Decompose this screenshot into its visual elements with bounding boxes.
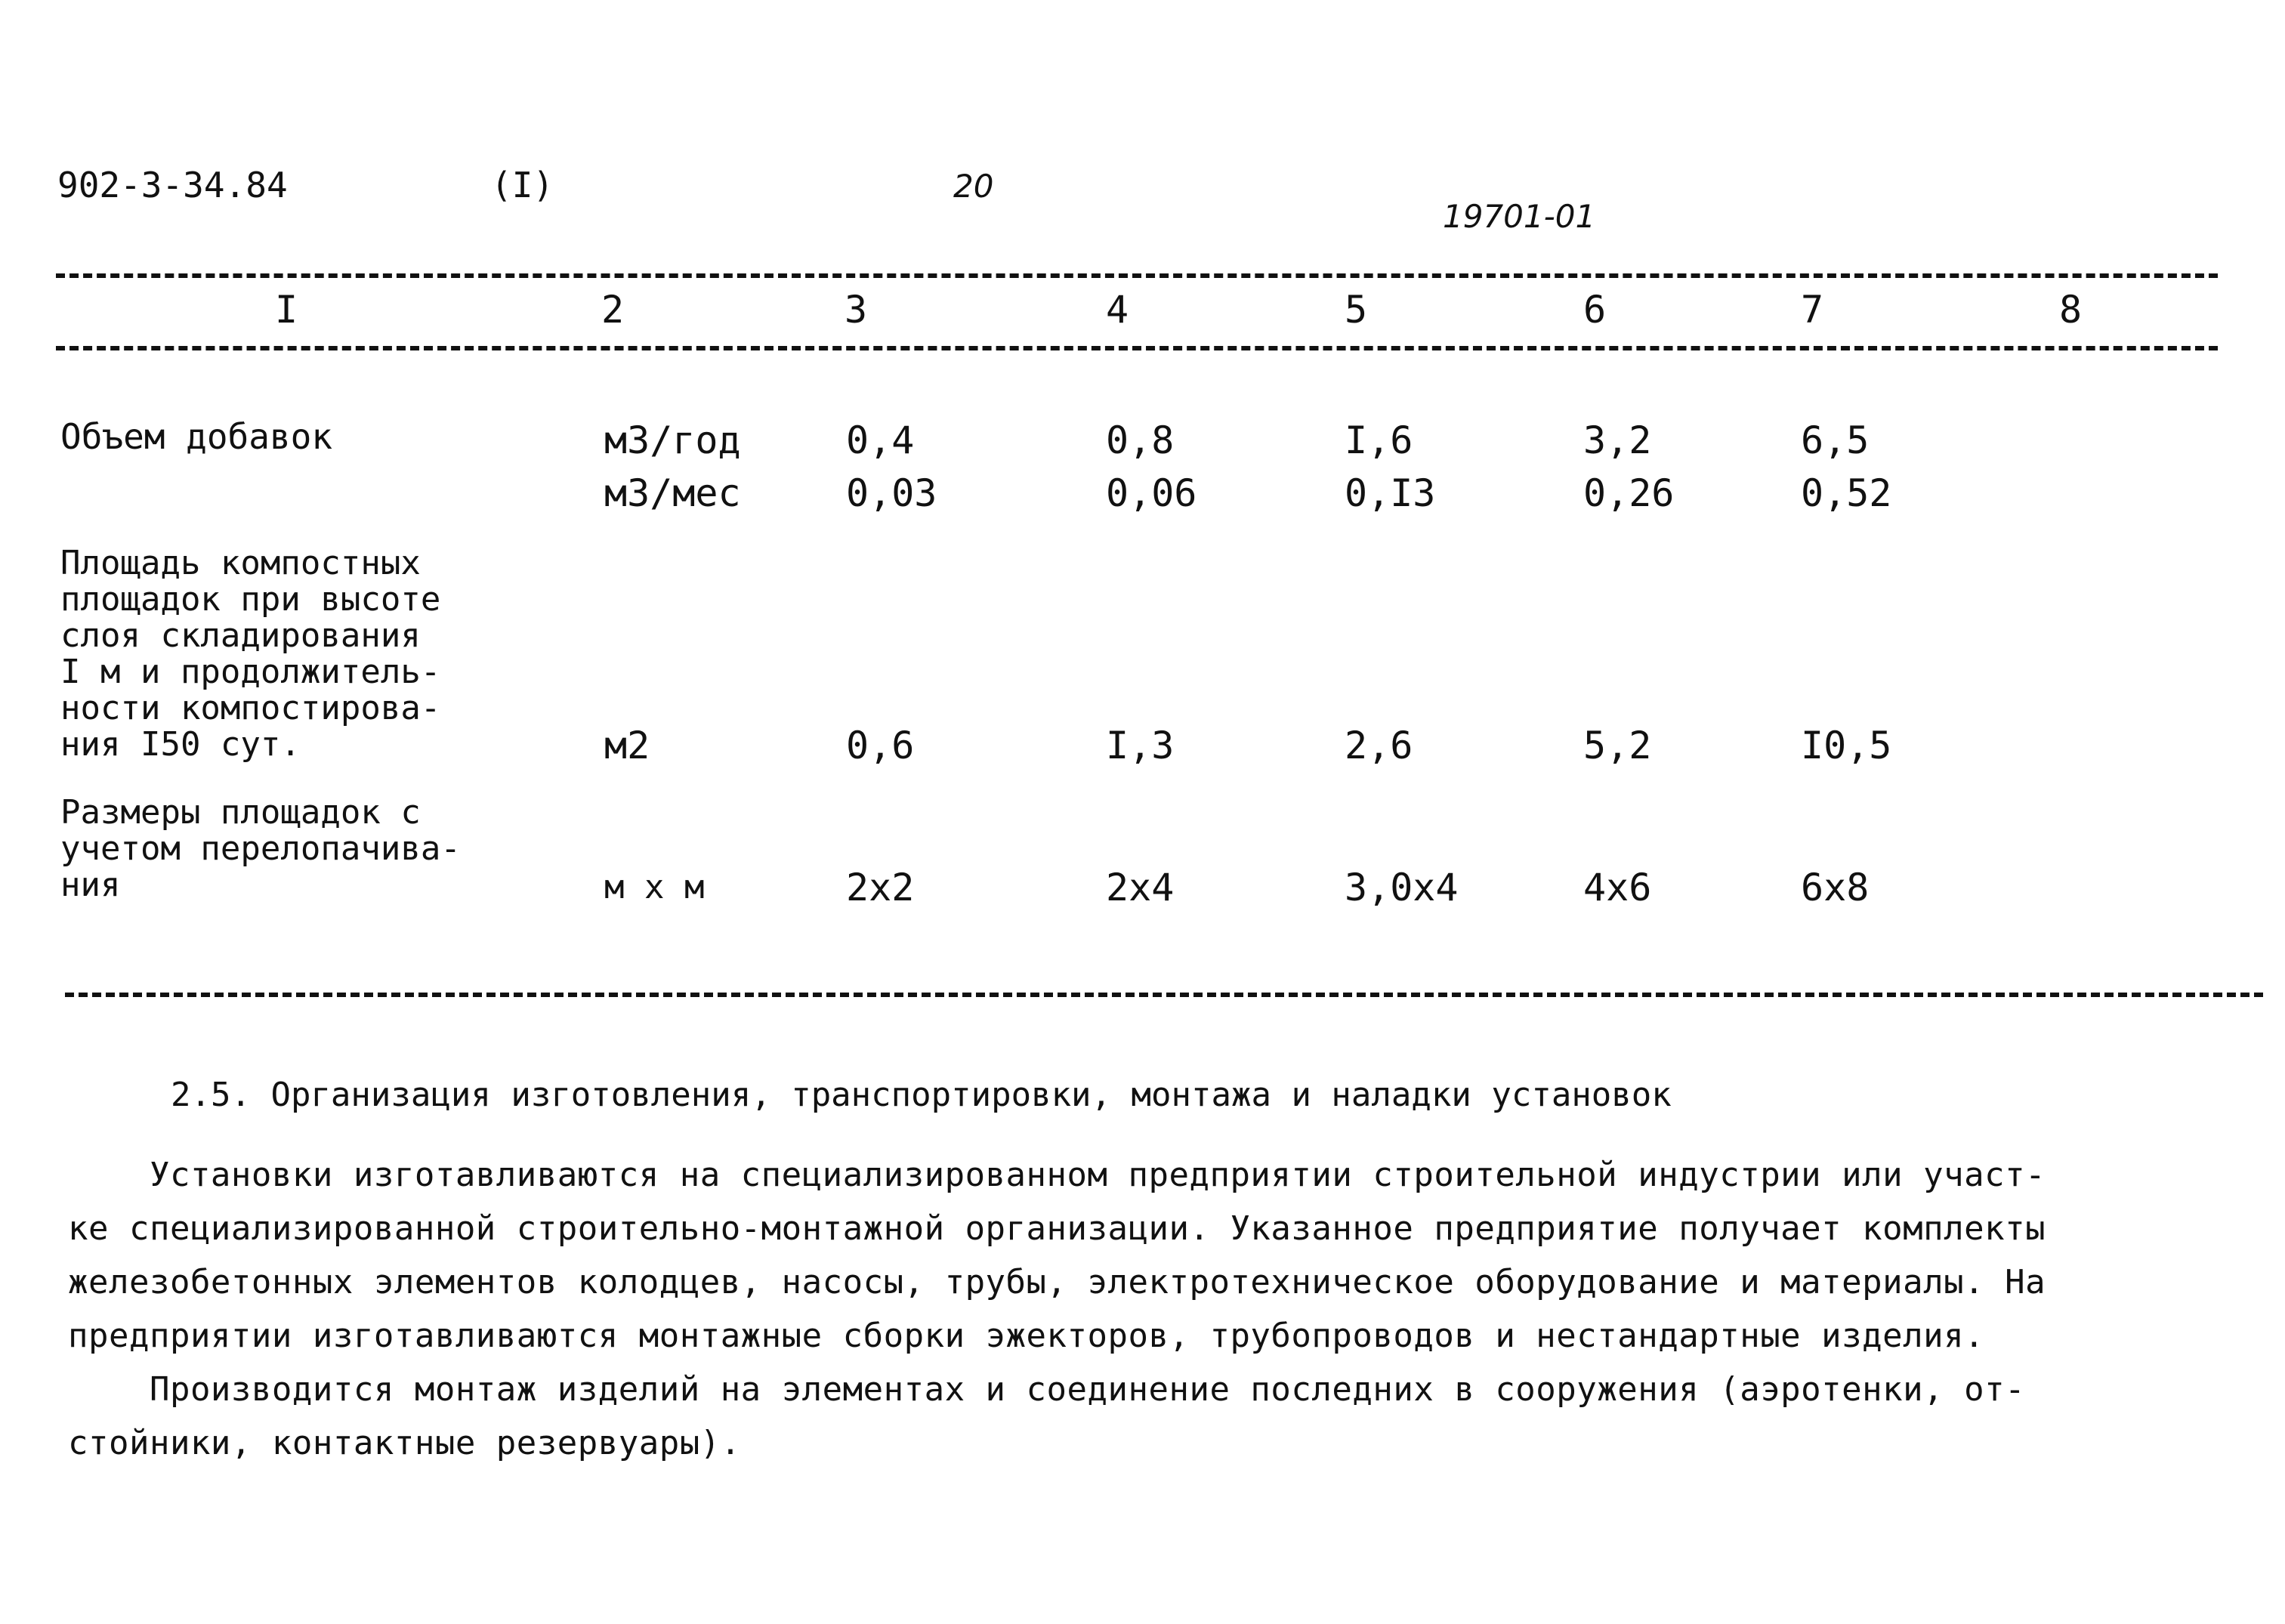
value-cell: I,6	[1345, 418, 1413, 462]
table-bottom-rule	[65, 993, 2263, 997]
column-number-4: 4	[1106, 288, 1129, 332]
value-cell: 3,2	[1583, 418, 1652, 462]
label-line: Размеры площадок с	[60, 793, 421, 832]
value-cell: 2,6	[1345, 724, 1413, 767]
value-cell: 6,5	[1801, 418, 1870, 462]
paragraph-line: предприятии изготавливаются монтажные сборки эжекторов, трубопроводов и нестандартные изделия.	[68, 1317, 1985, 1355]
value-cell: 6x8	[1801, 866, 1870, 909]
value-cell: 0,06	[1106, 471, 1197, 515]
paragraph-line: Установки изготавливаются на специализированном предприятии строительной индустрии или участ-	[68, 1156, 2046, 1194]
label-line: площадок при высоте	[60, 580, 441, 619]
value-cell: 5,2	[1583, 724, 1652, 767]
page-number: 20	[953, 168, 994, 205]
value-cell: 0,26	[1583, 471, 1675, 515]
label-line: ния	[60, 866, 121, 904]
section-heading: 2.5. Организация изготовления, транспортировки, монтажа и наладки установок	[171, 1076, 1672, 1114]
column-number-2: 2	[601, 288, 625, 332]
inventory-number: 19701-01	[1443, 198, 1596, 235]
label-line: I м и продолжитель-	[60, 653, 441, 691]
paragraph-line: стойники, контактные резервуары).	[68, 1424, 741, 1462]
column-number-6: 6	[1583, 288, 1607, 332]
column-number-3: 3	[845, 288, 868, 332]
unit-per-year: м3/год	[604, 418, 741, 462]
value-cell: 0,6	[846, 724, 915, 767]
value-cell: I0,5	[1801, 724, 1892, 767]
column-number-7: 7	[1801, 288, 1824, 332]
value-cell: 0,52	[1801, 471, 1892, 515]
value-cell: 2x2	[846, 866, 915, 909]
unit-square-meters: м2	[604, 724, 650, 767]
label-line: слоя складирования	[60, 616, 421, 655]
column-number-1: I	[275, 288, 298, 332]
unit-meters-by-meters: м х м	[604, 868, 705, 906]
value-cell: I,3	[1106, 724, 1175, 767]
unit-per-month: м3/мес	[604, 471, 741, 515]
value-cell: 3,0x4	[1345, 866, 1459, 909]
row-label-additives-volume: Объем добавок	[60, 416, 333, 457]
document-part: (I)	[491, 165, 554, 205]
column-number-8: 8	[2059, 288, 2083, 332]
value-cell: 0,03	[846, 471, 937, 515]
label-line: ния I50 сут.	[60, 725, 301, 764]
value-cell: 2x4	[1106, 866, 1175, 909]
label-line: Площадь компостных	[60, 544, 421, 582]
label-line: ности компостирова-	[60, 689, 441, 727]
table-header-rule	[56, 346, 2218, 350]
value-cell: 4x6	[1583, 866, 1652, 909]
column-number-5: 5	[1345, 288, 1368, 332]
paragraph-line: ке специализированной строительно-монтажной организации. Указанное предприятие получает комплекты	[68, 1209, 2046, 1248]
value-cell: 0,I3	[1345, 471, 1436, 515]
value-cell: 0,4	[846, 418, 915, 462]
label-line: учетом перелопачива-	[60, 829, 461, 868]
table-top-rule	[56, 273, 2218, 278]
paragraph-line: Производится монтаж изделий на элементах и соединение последних в сооружения (аэротенки, от-	[68, 1370, 2026, 1409]
value-cell: 0,8	[1106, 418, 1175, 462]
document-number: 902-3-34.84	[57, 165, 288, 205]
paragraph-line: железобетонных элементов колодцев, насосы, трубы, электротехническое оборудование и материалы. На	[68, 1263, 2046, 1301]
